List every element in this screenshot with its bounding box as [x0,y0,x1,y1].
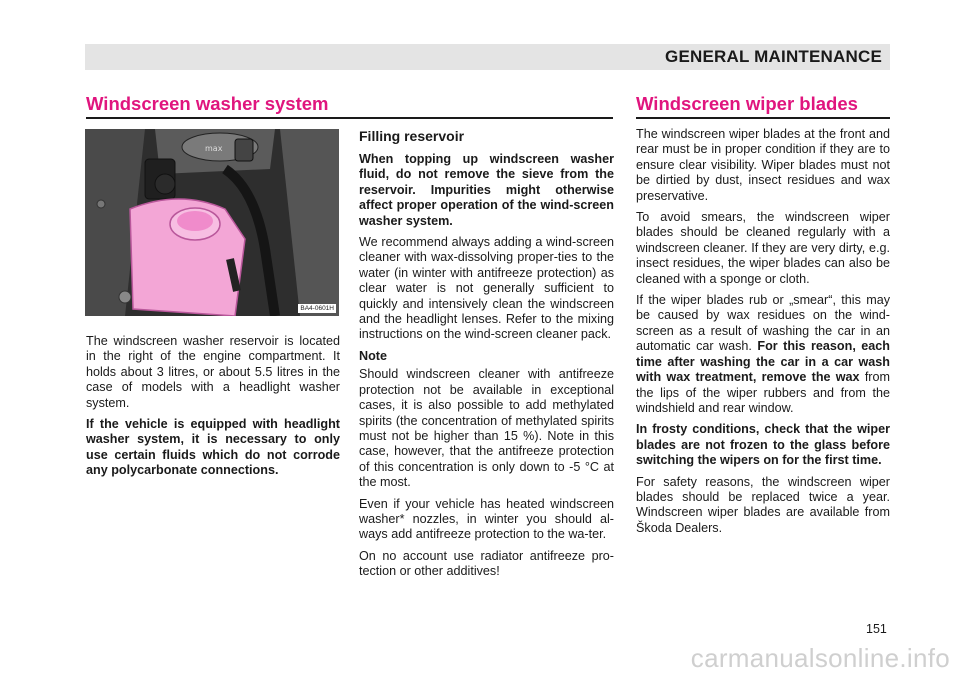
wiper-blades-text [636,127,890,542]
washer-system-text [86,334,340,485]
left-section-rule [86,117,613,119]
frost-warning-paragraph: In frosty conditions, check that the wiper blades are not frozen to the glass before switching the wipers on for the first time. [636,422,890,468]
filling-warning: When topping up windscreen washer fluid, do not remove the sieve from the reservoir. Impurities might otherwise affect proper operation of the wind-screen washer system. [359,152,614,228]
figure-code: BA4-0601H [300,305,334,312]
wiper-paragraph-2: To avoid smears, the windscreen wiper blades should be cleaned regularly with a windscreen cleaner. If they are very dirty, e.g. insect residues, the wiper blades can also be cleaned with a sponge or cloth. [636,210,890,286]
header-bar [85,44,890,70]
wiper-p3-bold: For this reason, each time after washing the car in a car wash with wax treatment, remove the wax [636,339,890,385]
right-section-rule [636,117,890,119]
headlight-washer-warning: If the vehicle is equipped with headlight washer system, it is necessary to only use certain fluids which do not corrode any polycarbonate connections. [86,417,340,478]
wiper-paragraph-1: The windscreen wiper blades at the front and rear must be in proper condition if they are to ensure clear visibility. Wiper blades must not be dirtied by dust, insect residues and wax preservative. [636,127,890,203]
washer-reservoir-illustration [85,129,339,316]
svg-text:max: max [205,144,223,153]
washer-system-title: Windscreen washer system [86,93,329,114]
wiper-p3-end: from the lips of the wiper rubbers and from the windshield and rear window. [636,370,890,415]
note-paragraph-3: On no account use radiator antifreeze pro-tection or other additives! [359,548,614,579]
filling-reservoir-column [359,128,614,586]
filling-reservoir-title: Filling reservoir [359,128,465,144]
wiper-p3-start: If the wiper blades rub or „smear“, this may be caused by wax residues on the wind-screen as a result of washing the car in an automatic car wash. [636,293,890,354]
page-header-title: GENERAL MAINTENANCE [665,47,882,66]
note-paragraph-2: Even if your vehicle has heated windscreen washer* nozzles, in winter you should al-ways add antifreeze protection to the wa-ter. [359,496,614,542]
wiper-paragraph-3 [636,293,890,416]
filling-body: We recommend always adding a wind-screen cleaner with wax-dissolving proper-ties to the water (in winter with antifreeze protection) as clear water is not generally sufficient to quickly and intensively clean the windscreen and the headlight lenses. Refer to the mixing instructions on the wind-screen cleaner pack. [359,235,614,342]
watermark: carmanualsonline.info [690,643,950,673]
note-label: Note [359,348,387,363]
engine-compartment-figure [85,129,339,316]
note-paragraph-1: Should windscreen cleaner with antifreeze protection not be available in exceptional cases, it is also possible to add methylated spirits (the concentration of methylated spirits must not be higher than 15 %). Note in this case, however, that the antifreeze protection of this concentration is only down to -5 °C at the most. [359,367,614,490]
wiper-paragraph-5: For safety reasons, the windscreen wiper blades should be replaced twice a year. Windscreen wiper blades are available from Škoda Dealers. [636,474,890,535]
wiper-blades-title: Windscreen wiper blades [636,93,858,114]
reservoir-location-paragraph: The windscreen washer reservoir is located in the right of the engine compartment. It holds about 3 litres, or about 5.5 litres in the case of models with a headlight washer system. [86,334,340,410]
page-number: 151 [866,622,887,636]
